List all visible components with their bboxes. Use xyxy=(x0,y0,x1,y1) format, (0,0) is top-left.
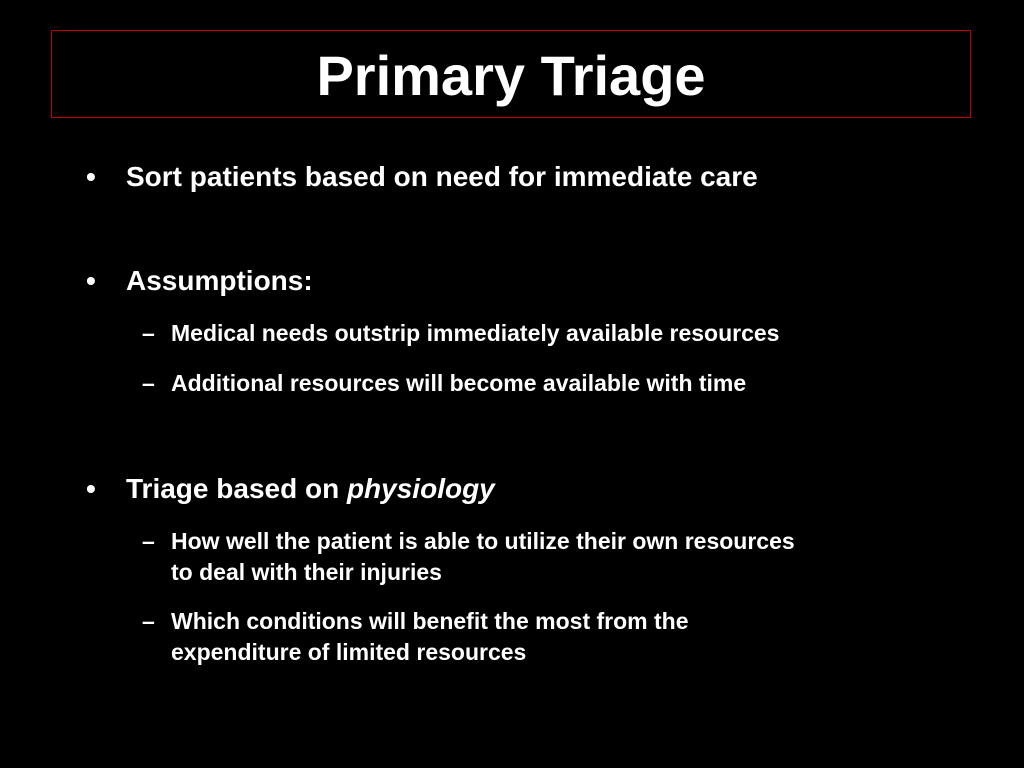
dash-marker: – xyxy=(142,320,155,346)
slide-title: Primary Triage xyxy=(316,44,706,107)
sub-bullet-text-line: expenditure of limited resources xyxy=(171,639,527,665)
bullet-text: Sort patients based on need for immediate care xyxy=(126,161,758,192)
sub-bullet-text: Additional resources will become available with time xyxy=(171,370,747,396)
sub-bullet-text-line: to deal with their injuries xyxy=(171,559,442,585)
bullet-text: Assumptions: xyxy=(126,265,313,296)
sub-bullet-text-line: Which conditions will benefit the most from the xyxy=(171,608,689,634)
bullet-text xyxy=(126,472,495,506)
bullet-marker: • xyxy=(86,265,96,296)
sub-bullet-text-line: How well the patient is able to utilize their own resources xyxy=(171,528,795,554)
dash-marker: – xyxy=(142,370,155,396)
sub-bullet-text: Medical needs outstrip immediately available resources xyxy=(171,320,780,346)
dash-marker: – xyxy=(142,608,155,634)
bullet-text-emphasis: physiology xyxy=(346,473,495,504)
bullet-text-prefix: Triage based on xyxy=(126,473,347,504)
bullet-marker: • xyxy=(86,473,96,504)
bullet-marker: • xyxy=(86,161,96,192)
dash-marker: – xyxy=(142,528,155,554)
